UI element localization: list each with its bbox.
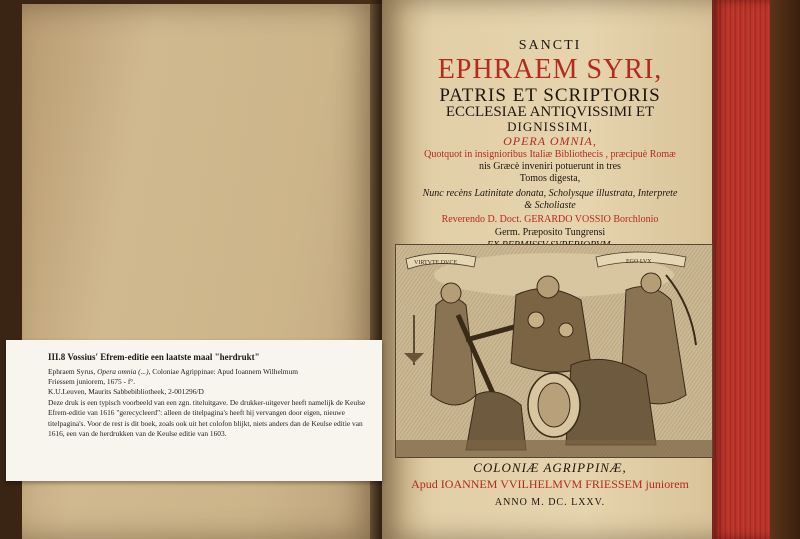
title-ecclesiae: ECCLESIAE ANTIQVISSIMI ET — [445, 104, 655, 120]
title-year: ANNO M. DC. LXXV. — [494, 497, 606, 508]
banner-left-text: VIRTVTE DVCE — [414, 260, 458, 266]
title-line-nunc: Nunc recèns Latinitate donata, Scholysque illustrata, Interprete — [422, 188, 678, 199]
title-patris: PATRIS ET SCRIPTORIS — [439, 85, 661, 106]
title-line-scholiaste: & Scholiaste — [524, 200, 576, 211]
title-ephraem-syri: EPHRAEM SYRI, — [437, 54, 663, 85]
title-opera-omnia: OPERA OMNIA, — [503, 134, 597, 148]
title-dignissimi: DIGNISSIMI, — [507, 119, 593, 134]
title-line-tomos: Tomos digesta, — [519, 173, 581, 184]
title-line-reverendo: Reverendo D. Doct. GERARDO VOSSIO Borchlonio — [441, 214, 659, 225]
label-citation-work: Opera omnia (...) — [97, 367, 149, 376]
title-publisher: Apud IOANNEM VVILHELMVM FRIESSEM juniorem — [411, 477, 689, 491]
label-citation-author: Ephraem Syrus, — [48, 367, 98, 376]
book-cover-edge — [770, 0, 800, 539]
label-description: Deze druk is een typisch voorbeeld van een zgn. titeluitgave. De drukker-uitgever heeft namelijk de Keulse Efrem-editie van 1616 "gerecycleerd": alleen de titelpagina's heeft hij vervangen door eigen, nieuwe titelpagina's. Voor de rest is dit boek, zoals ook uit het colofon blijkt, niets anders dan de Keulse editie van 1616, een van de herdrukken van de Keulse editie van 1603. — [48, 398, 366, 439]
engraving-drawing — [396, 245, 712, 457]
title-line-germ: Germ. Præposito Tungrensi — [494, 227, 606, 238]
title-line-quotquot: Quotquot in insignioribus Italiæ Bibliothecis , præcipuè Romæ — [424, 149, 676, 160]
label-citation-line-3: K.U.Leuven, Maurits Sabbebibliotheek, 2-001296/D — [48, 387, 204, 396]
label-citation-imprint: , Coloniae Agrippinae: Apud Ioannem Wilhelmum — [148, 367, 298, 376]
label-citation-line-1 — [48, 367, 298, 376]
label-title: III.8 Vossius' Efrem-editie een laatste maal "herdrukt" — [48, 352, 260, 362]
title-line-graece: nis Græcè inveniri potuerunt in tres — [479, 161, 621, 172]
red-page-edges — [712, 0, 772, 539]
banner-right-text: EGO LVX — [626, 259, 652, 265]
label-citation-line-2: Friessem juniorem, 1675 - f°. — [48, 377, 136, 386]
title-sancti: SANCTI — [518, 38, 582, 53]
engraving-illustration — [395, 244, 713, 458]
title-city: COLONIÆ AGRIPPINÆ, — [473, 460, 627, 475]
